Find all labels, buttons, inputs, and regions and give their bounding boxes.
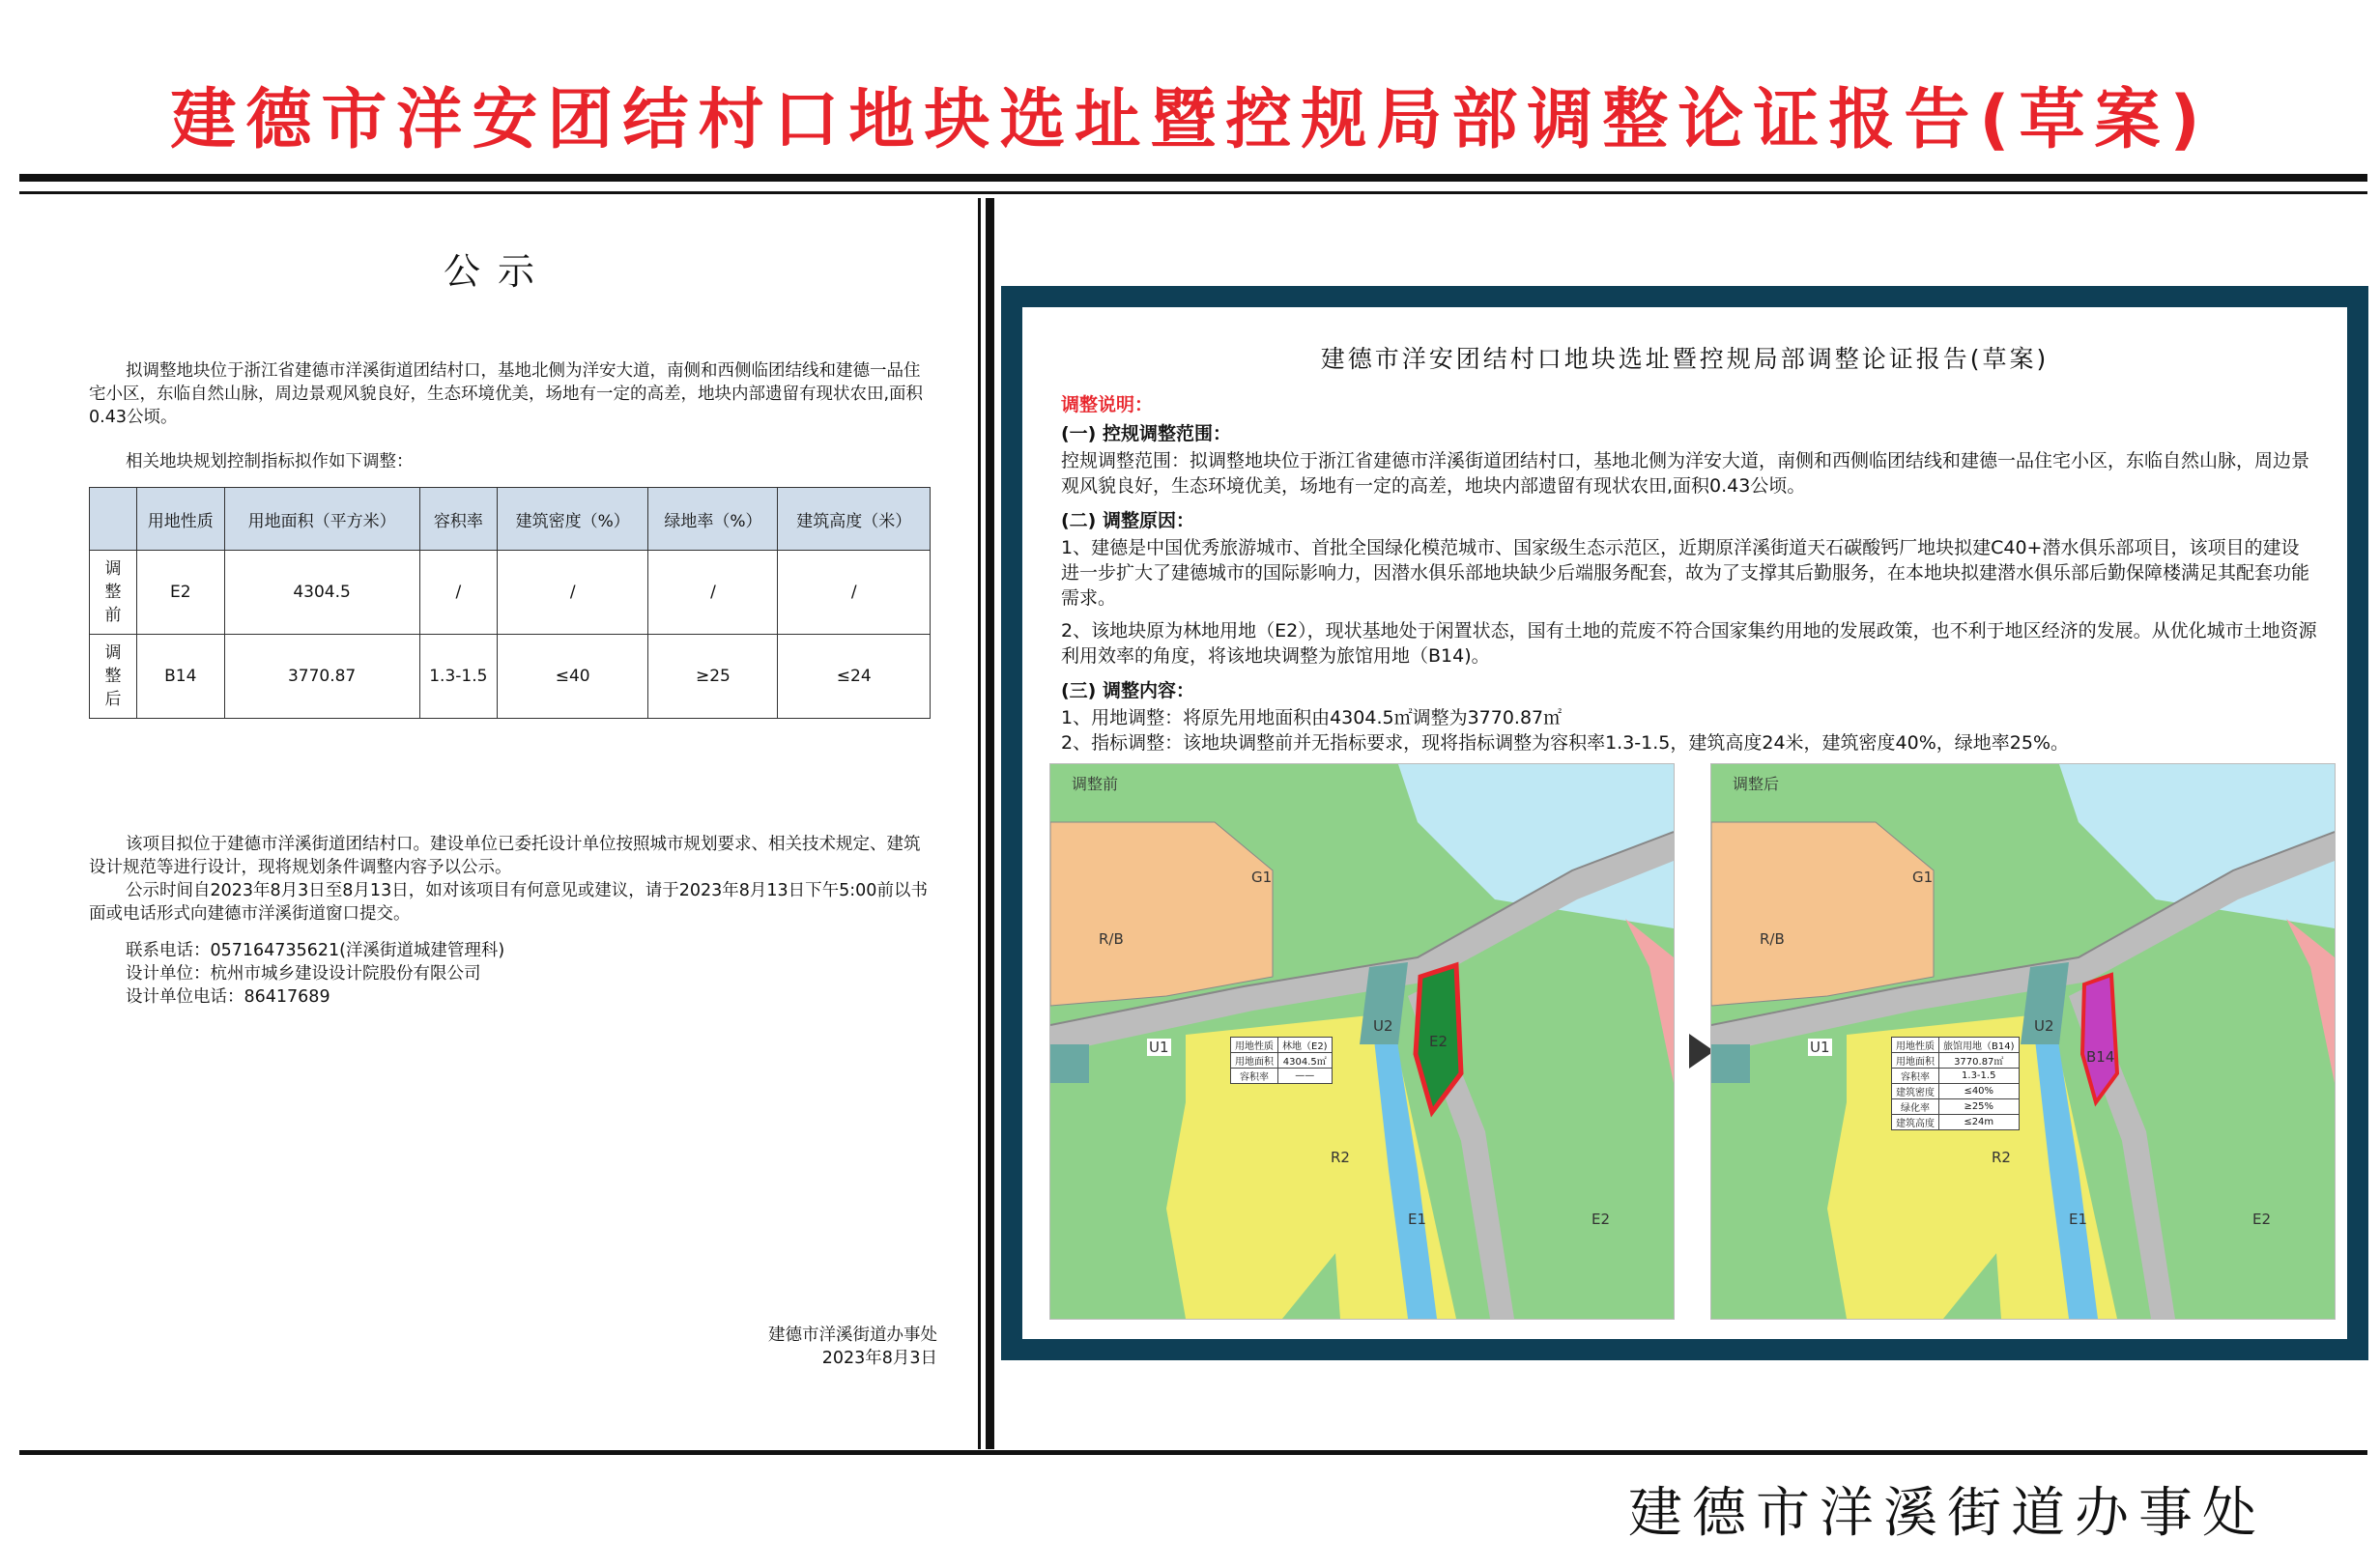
column-divider-right xyxy=(986,198,994,1449)
section-1-title: (一) 控规调整范围： xyxy=(1061,423,1231,444)
map-after-drawing xyxy=(1711,764,2335,1319)
map-after-indicator-table xyxy=(1891,1037,2020,1130)
table-row xyxy=(90,551,931,635)
notice-table-intro: 相关地块规划控制指标拟作如下调整： xyxy=(126,452,414,471)
table-header-row xyxy=(90,488,931,551)
mini-cell: 用地性质 xyxy=(1892,1038,1939,1053)
table-header: 容积率 xyxy=(419,488,497,551)
zone-label: R/B xyxy=(1760,930,1785,948)
header-divider-thick xyxy=(19,174,2367,182)
mini-cell: 3770.87㎡ xyxy=(1939,1053,2020,1069)
zone-label: G1 xyxy=(1912,869,1934,886)
report-board xyxy=(1022,307,2347,1339)
section-3-para-2: 2、指标调整：该地块调整前并无指标要求，现将指标调整为容积率1.3-1.5，建筑高度24米，建筑密度40%，绿地率25%。 xyxy=(1061,732,2070,754)
notice-intro: 拟调整地块位于浙江省建德市洋溪街道团结村口，基地北侧为洋安大道，南侧和西侧临团结线和建德一品住宅小区，东临自然山脉，周边景观风貌良好，生态环境优美，场地有一定的高差，地块内部遗留有现状农田,面积0.43公顷。 xyxy=(89,361,924,427)
mini-cell: 绿化率 xyxy=(1892,1099,1939,1115)
mini-cell: 建筑高度 xyxy=(1892,1115,1939,1130)
mini-cell: ≤24m xyxy=(1939,1115,2020,1130)
table-cell: B14 xyxy=(137,635,225,719)
mini-cell: 1.3-1.5 xyxy=(1939,1069,2020,1084)
row-label: 调 整 后 xyxy=(90,635,137,719)
zone-label: U1 xyxy=(1810,1039,1830,1056)
table-cell: E2 xyxy=(137,551,225,635)
indicator-table xyxy=(89,487,931,719)
table-cell: ≤24 xyxy=(778,635,931,719)
map-before-caption: 调整前 xyxy=(1072,775,1119,793)
mini-cell: —— xyxy=(1278,1069,1333,1084)
report-title: 建德市洋安团结村口地块选址暨控规局部调整论证报告(草案) xyxy=(1320,345,2050,373)
report-frame xyxy=(1001,286,2368,1360)
table-header: 绿地率（%） xyxy=(648,488,778,551)
notice-closing: 该项目拟位于建德市洋溪街道团结村口。建设单位已委托设计单位按照城市规划要求、相关技术规定、建筑设计规范等进行设计，现将规划条件调整内容予以公示。 xyxy=(89,835,921,877)
notes-heading: 调整说明： xyxy=(1061,394,1154,415)
table-cell: ≤40 xyxy=(498,635,648,719)
section-2-para-2: 2、该地块原为林地用地（E2），现状基地处于闲置状态，国有土地的荒废不符合国家集约用地的发展政策，也不利于地区经济的发展。从优化城市土地资源利用效率的角度，将该地块调整为旅馆用地（B14)。 xyxy=(1061,620,2317,667)
header-divider-thin xyxy=(19,191,2367,194)
section-3-para-1: 1、用地调整：将原先用地面积由4304.5㎡调整为3770.87㎡ xyxy=(1061,707,1563,728)
design-phone: 设计单位电话：86417689 xyxy=(126,987,330,1007)
table-header: 用地性质 xyxy=(137,488,225,551)
zone-label: R2 xyxy=(1331,1149,1350,1166)
map-before xyxy=(1049,763,1675,1320)
table-header: 建筑密度（%） xyxy=(498,488,648,551)
table-header: 建筑高度（米） xyxy=(778,488,931,551)
zone-label: E2 xyxy=(2252,1211,2272,1228)
zone-label: U2 xyxy=(2034,1017,2054,1035)
notice-panel xyxy=(19,214,976,1451)
table-corner xyxy=(90,488,137,551)
map-after-caption: 调整后 xyxy=(1733,775,1780,793)
map-before-drawing xyxy=(1050,764,1674,1319)
mini-cell: ≥25% xyxy=(1939,1099,2020,1115)
section-3-title: (三) 调整内容： xyxy=(1061,680,1194,701)
mini-cell: 用地性质 xyxy=(1231,1038,1278,1053)
table-cell: / xyxy=(498,551,648,635)
table-cell: / xyxy=(778,551,931,635)
mini-cell: 4304.5㎡ xyxy=(1278,1053,1333,1069)
section-2-para-1: 1、建德是中国优秀旅游城市、首批全国绿化模范城市、国家级生态示范区，近期原洋溪街道天石碳酸钙厂地块拟建C40+潜水俱乐部项目，该项目的建设进一步扩大了建德城市的国际影响力，因潜水俱乐部地块缺少后端服务配套，故为了支撑其后勤服务，在本地块拟建潜水俱乐部后勤保障楼满足其配套功能需求。 xyxy=(1061,537,2310,609)
zone-label: E1 xyxy=(1408,1211,1427,1228)
zone-label: R2 xyxy=(1992,1149,2011,1166)
table-header: 用地面积（平方米） xyxy=(224,488,419,551)
table-cell: / xyxy=(648,551,778,635)
mini-cell: 容积率 xyxy=(1231,1069,1278,1084)
row-label: 调 整 前 xyxy=(90,551,137,635)
table-cell: 3770.87 xyxy=(224,635,419,719)
contact-phone: 联系电话：057164735621(洋溪街道城建管理科) xyxy=(126,941,505,960)
zone-label: R/B xyxy=(1099,930,1124,948)
page-title: 建德市洋安团结村口地块选址暨控规局部调整论证报告(草案) xyxy=(170,82,2210,158)
mini-cell: 用地面积 xyxy=(1892,1053,1939,1069)
zone-label: E1 xyxy=(2069,1211,2088,1228)
zone-label: B14 xyxy=(2086,1048,2115,1066)
mini-cell: 林地（E2) xyxy=(1278,1038,1333,1053)
table-cell: 1.3-1.5 xyxy=(419,635,497,719)
design-unit: 设计单位：杭州市城乡建设设计院股份有限公司 xyxy=(126,964,481,984)
zone-label: U2 xyxy=(1373,1017,1393,1035)
mini-cell: 容积率 xyxy=(1892,1069,1939,1084)
table-cell: 4304.5 xyxy=(224,551,419,635)
notice-title: 公示 xyxy=(443,250,552,293)
zone-label: E2 xyxy=(1429,1033,1448,1050)
section-1-text: 控规调整范围：拟调整地块位于浙江省建德市洋溪街道团结村口，基地北侧为洋安大道，南侧和西侧临团结线和建德一品住宅小区，东临自然山脉，周边景观风貌良好，生态环境优美，场地有一定的高差，地块内部遗留有现状农田,面积0.43公顷。 xyxy=(1061,450,2310,497)
mini-cell: 建筑密度 xyxy=(1892,1084,1939,1099)
issue-date: 2023年8月3日 xyxy=(821,1349,937,1368)
mini-cell: ≤40% xyxy=(1939,1084,2020,1099)
table-cell: ≥25 xyxy=(648,635,778,719)
zone-label: U1 xyxy=(1149,1039,1169,1056)
issuer-name: 建德市洋溪街道办事处 xyxy=(768,1326,937,1345)
map-after xyxy=(1710,763,2336,1320)
mini-cell: 用地面积 xyxy=(1231,1053,1278,1069)
section-2-title: (二) 调整原因： xyxy=(1061,510,1194,531)
map-before-indicator-table xyxy=(1230,1037,1333,1084)
footer-signature: 建德市洋溪街道办事处 xyxy=(1628,1482,2266,1545)
table-cell: / xyxy=(419,551,497,635)
zone-label: G1 xyxy=(1251,869,1273,886)
column-divider-left xyxy=(978,198,981,1449)
mini-cell: 旅馆用地（B14) xyxy=(1939,1038,2020,1053)
table-row xyxy=(90,635,931,719)
notice-period: 公示时间自2023年8月3日至8月13日，如对该项目有何意见或建议，请于2023年8月13日下午5:00前以书面或电话形式向建德市洋溪街道窗口提交。 xyxy=(89,881,928,924)
zone-label: E2 xyxy=(1591,1211,1611,1228)
